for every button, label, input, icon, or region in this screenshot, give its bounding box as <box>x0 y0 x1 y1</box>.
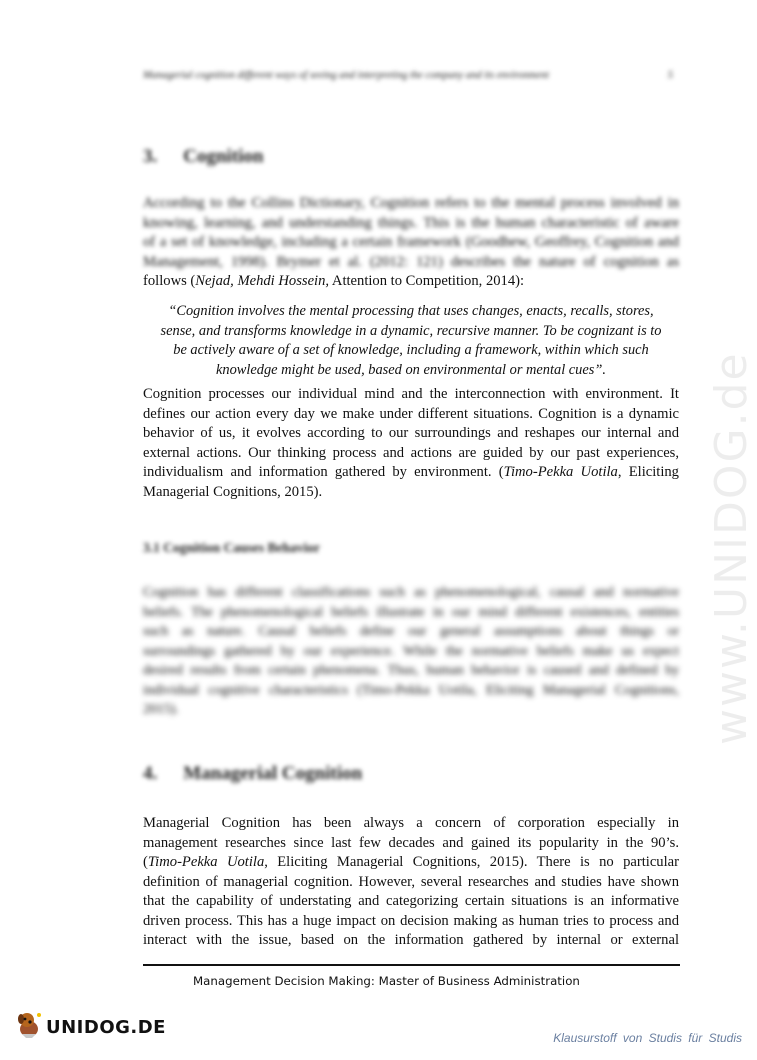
intro-citation-author: Nejad, Mehdi Hossein, <box>195 273 330 289</box>
body-text: , Eliciting Managerial Cognitions, 2015). There is no particular <box>264 854 679 870</box>
body-line: definition of managerial cognition. However, several researches and studies have shown <box>143 873 679 890</box>
quote-line: sense, and transforms knowledge in a dynamic, recursive manner. To be cognizant is to <box>160 322 662 339</box>
body-text: individualism and information gathered by environment. ( <box>143 464 504 480</box>
running-header <box>143 70 673 81</box>
quote-line: “Cognition involves the mental processing that uses changes, enacts, recalls, stores, <box>168 303 654 319</box>
intro-text: follows ( <box>143 273 196 289</box>
intro-line: of a set of knowledge, including a certain framework (Goodhew, Geoffrey, Cognition and <box>143 234 679 250</box>
section-3-body <box>143 385 679 502</box>
body-line: Managerial Cognitions, 2015). <box>143 483 323 500</box>
body-line <box>143 853 679 873</box>
body-citation-author: Timo-Pekka Uotila <box>147 854 265 870</box>
intro-line: According to the Collins Dictionary, Cognition refers to the mental process involved in <box>143 195 679 211</box>
intro-line <box>143 272 679 292</box>
section-3-intro <box>143 194 679 292</box>
blurred-line: surroundings gathered by our experience. While the normative beliefs make us expect <box>143 642 679 658</box>
section-4-title: Managerial Cognition <box>183 763 363 784</box>
quote-line: be actively aware of a set of knowledge, including a framework, within which such <box>173 342 649 358</box>
cognition-quote <box>143 302 679 380</box>
intro-text: Attention to Competition, 2014): <box>329 273 525 289</box>
body-line: defines our action every day we make under different situations. Cognition is a dynamic <box>143 405 679 422</box>
logo-text: UNIDOG.DE <box>46 1017 166 1038</box>
blurred-line: such as nature. Causal beliefs define our general assumptions about things or <box>143 623 679 638</box>
section-4-number: 4. <box>143 763 158 784</box>
body-line: that the capability of understating and categorizing certain situations is an informative <box>143 893 679 909</box>
quote-line: knowledge might be used, based on environmental or mental cues”. <box>216 361 606 378</box>
section-3-number: 3. <box>143 146 158 167</box>
section-3-title: Cognition <box>183 146 264 167</box>
blurred-line: desired results from certain phenomena. Thus, human behavior is caused and defined by <box>143 662 679 677</box>
blurred-line: individual cognitive characteristics (Timo-Pekka Uotila, Eliciting Managerial Cognitions, <box>143 681 679 697</box>
section-3-1-heading: 3.1 Cognition Causes Behavior <box>143 540 321 555</box>
body-text: , Eliciting <box>617 464 679 480</box>
watermark: www.UNIDOG.de <box>706 351 757 745</box>
body-line: Cognition processes our individual mind and the interconnection with environment. It <box>143 386 679 402</box>
blurred-line: Cognition has different classifications such as phenomenological, causal and normative <box>143 584 679 599</box>
section-4-body <box>143 814 679 951</box>
blurred-line: beliefs. The phenomenological beliefs illustrate in our mind different existences, entities <box>143 603 679 619</box>
footer-divider <box>143 964 680 966</box>
body-line: interact with the issue, based on the information gathered by internal or external <box>143 932 679 948</box>
body-line <box>143 463 679 483</box>
intro-line: Management, 1998). Brymer et al. (2012: 121) describes the nature of cognition as <box>143 253 679 270</box>
body-line: management researches since last few decades and gained its popularity in the 90’s. <box>143 834 679 851</box>
body-line: driven process. This has a huge impact on decision making as human tries to process and <box>143 912 679 929</box>
footer-text: Management Decision Making: Master of Business Administration <box>193 974 580 988</box>
blurred-line: 2015). <box>143 701 179 716</box>
body-line: behavior of us, it evolves according to our surroundings and reshapes our internal and <box>143 425 679 441</box>
running-title: Managerial cognition different ways of seeing and interpreting the company and its environment <box>143 70 549 81</box>
body-line: external actions. Our thinking process and actions are guided by our past experiences, <box>143 444 679 461</box>
intro-line: knowing, learning, and understanding things. This is the human characteristic of aware <box>143 214 679 231</box>
body-line: Managerial Cognition has been always a concern of corporation especially in <box>143 815 679 831</box>
section-3-1-body <box>143 582 679 719</box>
tagline: Klausurstoff von Studis für Studis <box>553 1031 742 1045</box>
section-3-heading <box>143 146 264 168</box>
page-number: 5 <box>667 70 673 81</box>
unidog-logo[interactable] <box>14 1010 166 1045</box>
body-text: ( <box>143 854 148 870</box>
section-4-heading <box>143 763 362 785</box>
dog-mascot-icon <box>14 1010 44 1045</box>
body-citation-author: Timo-Pekka Uotila <box>503 464 618 480</box>
